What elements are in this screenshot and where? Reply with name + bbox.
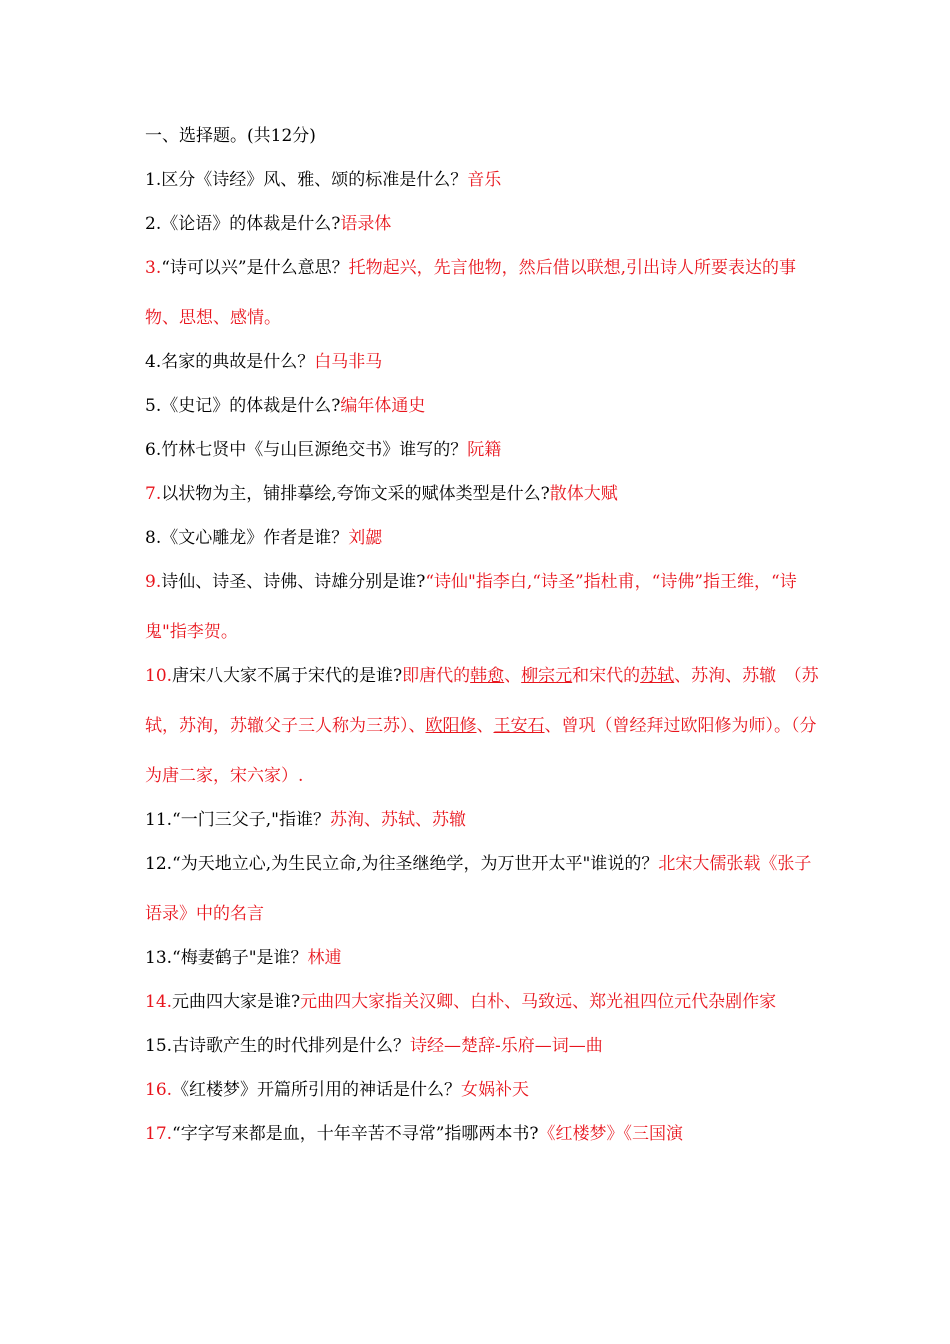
question-text: 《红楼梦》开篇所引用的神话是什么？: [172, 1080, 462, 1100]
answer-text: 诗经—楚辞-乐府—词—曲: [410, 1036, 603, 1056]
question-text: 以状物为主，铺排摹绘,夸饰文采的赋体类型是什么?: [161, 484, 550, 504]
question-3: [145, 243, 825, 343]
answer-text: 托物起兴，先言他物，然后借以联想,引出诗人所要表达的事物、思想、感情。: [145, 258, 797, 328]
answer-text: 、曾巩（曾经拜过欧阳修为师）。（分为唐二家，宋六家）.: [145, 716, 817, 786]
answer-text: 、: [476, 716, 494, 736]
question-number: 17.: [145, 1124, 173, 1144]
answer-text: 《红楼梦》《三国演: [538, 1124, 684, 1144]
answer-text: 、苏洵、苏辙 （苏轼，苏洵，苏辙父子三人称为三苏）、: [145, 666, 819, 736]
answer-name-link: 欧阳修: [425, 716, 477, 736]
question-number: 14.: [145, 992, 173, 1012]
question-4: [145, 348, 825, 376]
question-text: 1.区分《诗经》风、雅、颂的标准是什么？: [145, 170, 468, 190]
question-number: 7.: [145, 484, 162, 504]
answer-name-link: 苏轼: [640, 666, 675, 686]
answer-text: 阮籍: [467, 440, 502, 460]
answer-name-link: 王安石: [493, 716, 545, 736]
question-text: 4.名家的典故是什么？: [145, 352, 315, 372]
answer-name-link: 柳宗元: [521, 666, 573, 686]
answer-text: 和宋代的: [572, 666, 641, 686]
answer-text: 散体大赋: [549, 484, 618, 504]
question-13: [145, 944, 825, 972]
question-6: [145, 436, 825, 464]
question-number: 10.: [145, 666, 173, 686]
question-12: [145, 839, 825, 939]
question-17: [145, 1120, 825, 1148]
question-10: [145, 651, 825, 801]
question-text: “字字写来都是血，十年辛苦不寻常”指哪两本书?: [172, 1124, 539, 1144]
question-text: 15.古诗歌产生的时代排列是什么？: [145, 1036, 411, 1056]
question-5: [145, 392, 825, 420]
answer-text: 即唐代的: [402, 666, 471, 686]
question-8: [145, 524, 825, 552]
question-text: 13.“梅妻鹤子"是谁？: [145, 948, 308, 968]
question-text: 元曲四大家是谁?: [172, 992, 301, 1012]
answer-name-link: 韩愈: [470, 666, 505, 686]
question-text: 5.《史记》的体裁是什么?: [145, 396, 341, 416]
answer-text: 编年体通史: [340, 396, 426, 416]
answer-text: 语录体: [340, 214, 392, 234]
answer-text: 林逋: [307, 948, 342, 968]
question-number: 9.: [145, 572, 162, 592]
question-text: “诗可以兴”是什么意思？: [161, 258, 349, 278]
question-text: 2.《论语》的体裁是什么?: [145, 214, 341, 234]
question-16: [145, 1076, 825, 1104]
question-text: 诗仙、诗圣、诗佛、诗雄分别是谁?: [161, 572, 426, 592]
answer-text: 苏洵、苏轼、苏辙: [329, 810, 466, 830]
question-text: 8.《文心雕龙》作者是谁？: [145, 528, 349, 548]
question-14: [145, 977, 825, 1027]
answer-text: 白马非马: [314, 352, 383, 372]
question-number: 16.: [145, 1080, 173, 1100]
question-1: [145, 166, 825, 194]
question-15: [145, 1032, 825, 1060]
answer-text: 北宋大儒张载《张子语录》中的名言: [145, 854, 812, 924]
answer-text: 音乐: [467, 170, 502, 190]
question-text: 6.竹林七贤中《与山巨源绝交书》谁写的？: [145, 440, 468, 460]
question-11: [145, 806, 825, 834]
question-number: 3.: [145, 258, 162, 278]
question-text: 11.“一门三父子,"指谁？: [145, 810, 330, 830]
question-text: 唐宋八大家不属于宋代的是谁?: [172, 666, 403, 686]
question-2: [145, 210, 825, 238]
section-heading: 一、选择题。(共12分): [145, 126, 316, 146]
question-9: [145, 557, 825, 657]
answer-text: “诗仙"指李白,“诗圣”指杜甫，“诗佛”指王维，“诗鬼"指李贺。: [145, 572, 797, 642]
answer-text: 女娲补天: [461, 1080, 530, 1100]
question-7: [145, 480, 825, 508]
answer-text: 、: [504, 666, 522, 686]
quiz-content: [145, 122, 825, 1164]
question-text: 12.“为天地立心,为生民立命,为往圣继绝学，为万世开太平"谁说的？: [145, 854, 659, 874]
answer-text: 刘勰: [348, 528, 383, 548]
answer-text: 元曲四大家指关汉卿、白朴、马致远、郑光祖四位元代杂剧作家: [300, 992, 777, 1012]
